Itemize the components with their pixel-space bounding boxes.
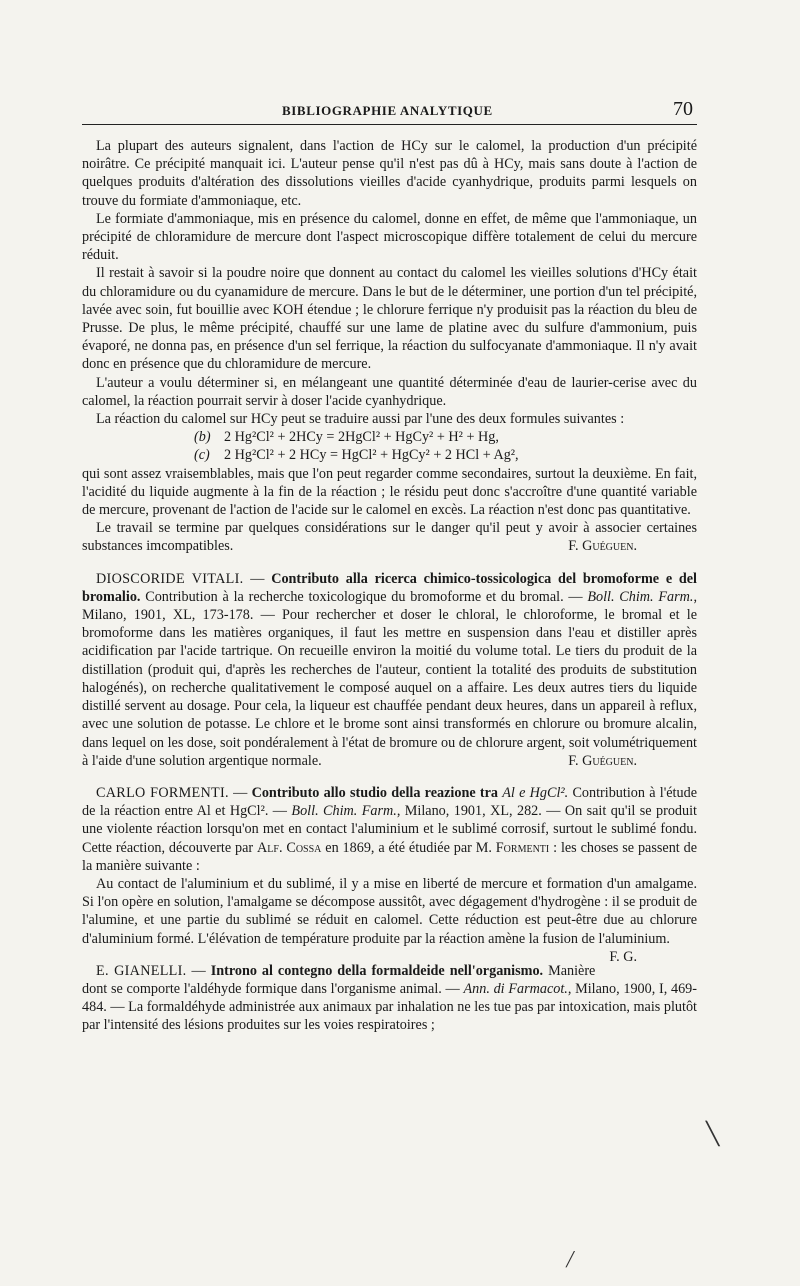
formula-text: 2 Hg²Cl² + 2HCy = 2HgCl² + HgCy² + H² + Hg, — [224, 429, 499, 446]
entry-text: Contribution à la recherche toxicologique du bromoforme et du bromal. — — [140, 588, 588, 605]
entry-author: DIOSCORIDE VITALI. — [96, 570, 244, 587]
signature: F. G. — [609, 948, 637, 965]
entry-paragraph — [82, 962, 697, 1035]
person-name: Alf. Cossa — [257, 839, 322, 856]
entry-paragraph — [82, 875, 697, 965]
entry-paragraph — [82, 784, 697, 875]
running-title: BIBLIOGRAPHIE ANALYTIQUE — [282, 103, 493, 118]
entry-title: Introno al contegno della formaldeide nell'organismo. — [210, 962, 544, 979]
paragraph — [82, 519, 697, 555]
dash: — — [243, 570, 272, 587]
signature: F. Guéguen. — [568, 538, 637, 555]
entry-gianelli — [82, 962, 697, 1035]
entry-title-formula: Al e HgCl². — [502, 784, 569, 801]
entry-paragraph — [82, 570, 697, 770]
margin-stroke-mark: ╱ — [566, 1252, 575, 1268]
formula-b — [82, 428, 697, 446]
entry-text: , Milano, 1901, XL, 173-178. — Pour rechercher et doser le chloral, le chloroforme, le bromal et le bromoforme dans les matières organiques, il faut les mettre en suspension dans l'eau et distiller après acidification par l'acide tartrique. On recueille environ la moitié du volume total. Le tiers du produit de la distillation (produit qui, d'après les recherches de l'auteur, contient la totalité des produits de substitution halogénés), on recherche qualitativement le composé auquel on a affaire. Les deux autres tiers du liquide distillé servent au dosage. Pour cela, la liqueur est chauffée pendant deux heures, dans un appareil à reflux, avec une solution de potasse. Le chlore et le brome sont ainsi transformés en chlorure ou bromure alcalin, dans lequel on les dose, soit pondéralement à l'état de bromure ou de chlorure argent, soit volumétriquement à l'aide d'une solution argentique normale. — [82, 588, 697, 769]
paragraph: Il restait à savoir si la poudre noire que donnent au contact du calomel les vieilles solutions d'HCy était du chloramidure ou du cyanamidure de mercure. Dans le but de le déterminer, une portion d'un tel précipité, lavée avec soin, fut bouillie avec KOH étendue ; le chlorure ferrique n'y produisit pas la réaction du bleu de Prusse. De plus, le même précipité, chauffé sur une lame de platine avec du sulfure d'ammonium, puis évaporé, ne donna pas, en présence d'un sel ferrique, la réaction du sulfocyanate d'ammoniaque. Il n'y avait donc en présence que du chloramidure de mercure. — [82, 265, 697, 373]
paragraph: La plupart des auteurs signalent, dans l'action de HCy sur le calomel, la production d'un précipité noirâtre. Ce précipité manquait ici. L'auteur pense qu'il n'est pas dû à HCy, mais sans doute à l'action de quelques produits d'altération des dissolutions vieilles d'acide cyanhydrique, produits parmi lesquels on trouve du formiate d'ammoniaque, etc. — [82, 138, 697, 209]
entry-text: Manière dont se comporte l'aldéhyde formique dans l'organisme animal. — — [82, 962, 596, 997]
entry-author: CARLO FORMENTI. — [96, 784, 229, 801]
entry-vitali — [82, 570, 697, 770]
section-continued-review — [82, 137, 697, 556]
page-header — [82, 98, 697, 125]
journal-name: Boll. Chim. Farm. — [291, 803, 397, 820]
signature: F. Guéguen. — [568, 752, 637, 769]
journal-name: Boll. Chim. Farm. — [587, 588, 694, 605]
formula-label: (c) — [194, 447, 210, 464]
entry-text: , Milano, 1901, XL, 282. — On sait qu'il se produit une violente réaction lorsqu'on met en contact l'aluminium et le sublimé corrosif, surtout le sublimé fondu. Cette réaction, découverte par — [82, 803, 697, 856]
entry-text: en 1869, a été étudiée par M. — [321, 839, 496, 856]
paragraph: qui sont assez vraisemblables, mais que l'on peut regarder comme secondaires, surtout la deuxième. En fait, l'acidité du liquide augmente à la fin de la réaction ; le résidu peut donc s'accroître d'une quantité variable de mercure, provenant de l'action de l'acide sur le calomel en excès. La réaction n'est donc pas quantitative. — [82, 465, 697, 519]
entry-title: Contributo allo studio della reazione tra — [251, 784, 503, 801]
entry-text: : les choses se passent de la manière suivante : — [82, 839, 697, 874]
dash: — — [186, 962, 211, 979]
entry-text: Contribution à l'étude de la réaction entre Al et HgCl². — — [82, 784, 697, 820]
paragraph-text: Le travail se termine par quelques considérations sur le danger qu'il peut y avoir à associer certaines substances imcompatibles. — [82, 520, 697, 555]
formula-text: 2 Hg²Cl² + 2 HCy = HgCl² + HgCy² + 2 HCl + Ag², — [224, 447, 519, 464]
paragraph: Le formiate d'ammoniaque, mis en présence du calomel, donne en effet, de même que l'ammoniaque, un précipité de chloramidure de mercure dont l'aspect microscopique diffère totalement de celui du mercure réduit. — [82, 210, 697, 264]
person-name: Formenti — [495, 839, 550, 856]
page-number: 70 — [673, 98, 693, 120]
entry-title: Contributo alla ricerca chimico-tossicologica del bromoforme e del bromalio. — [82, 570, 697, 605]
formula-label: (b) — [194, 429, 211, 446]
journal-name: Ann. di Farmacot. — [463, 980, 568, 997]
entry-text: , Milano, 1900, I, 469-484. — La formaldéhyde administrée aux animaux par inhalation ne les tue pas par intoxication, mais plutôt par l'intensité des lésions produites sur les voies respiratoires ; — [82, 980, 697, 1034]
paragraph: L'auteur a voulu déterminer si, en mélangeant une quantité déterminée d'eau de laurier-cerise avec du calomel, la réaction pourrait servir à doser l'acide cyanhydrique. — [82, 374, 697, 409]
margin-stroke-mark: ╲ — [706, 1122, 720, 1147]
entry-author: E. GIANELLI. — [96, 962, 187, 979]
entry-text: Au contact de l'aluminium et du sublimé, il y a mise en liberté de mercure et formation d'un amalgame. Si l'on opère en solution, l'amalgame se décompose aussitôt, avec dégagement d'hydrogène : il se produit de l'alumine, et une partie du sublimé se réduit en calomel. Cette réduction est peut-être due au chlorure d'aluminium formé. L'élévation de température produite par la réaction amène la fusion de l'aluminium. — [82, 875, 697, 947]
paragraph: La réaction du calomel sur HCy peut se traduire aussi par l'une des deux formules suivantes : — [96, 411, 625, 428]
entry-formenti — [82, 784, 697, 965]
formula-c — [82, 446, 697, 464]
page — [82, 98, 697, 1035]
dash: — — [228, 784, 252, 801]
